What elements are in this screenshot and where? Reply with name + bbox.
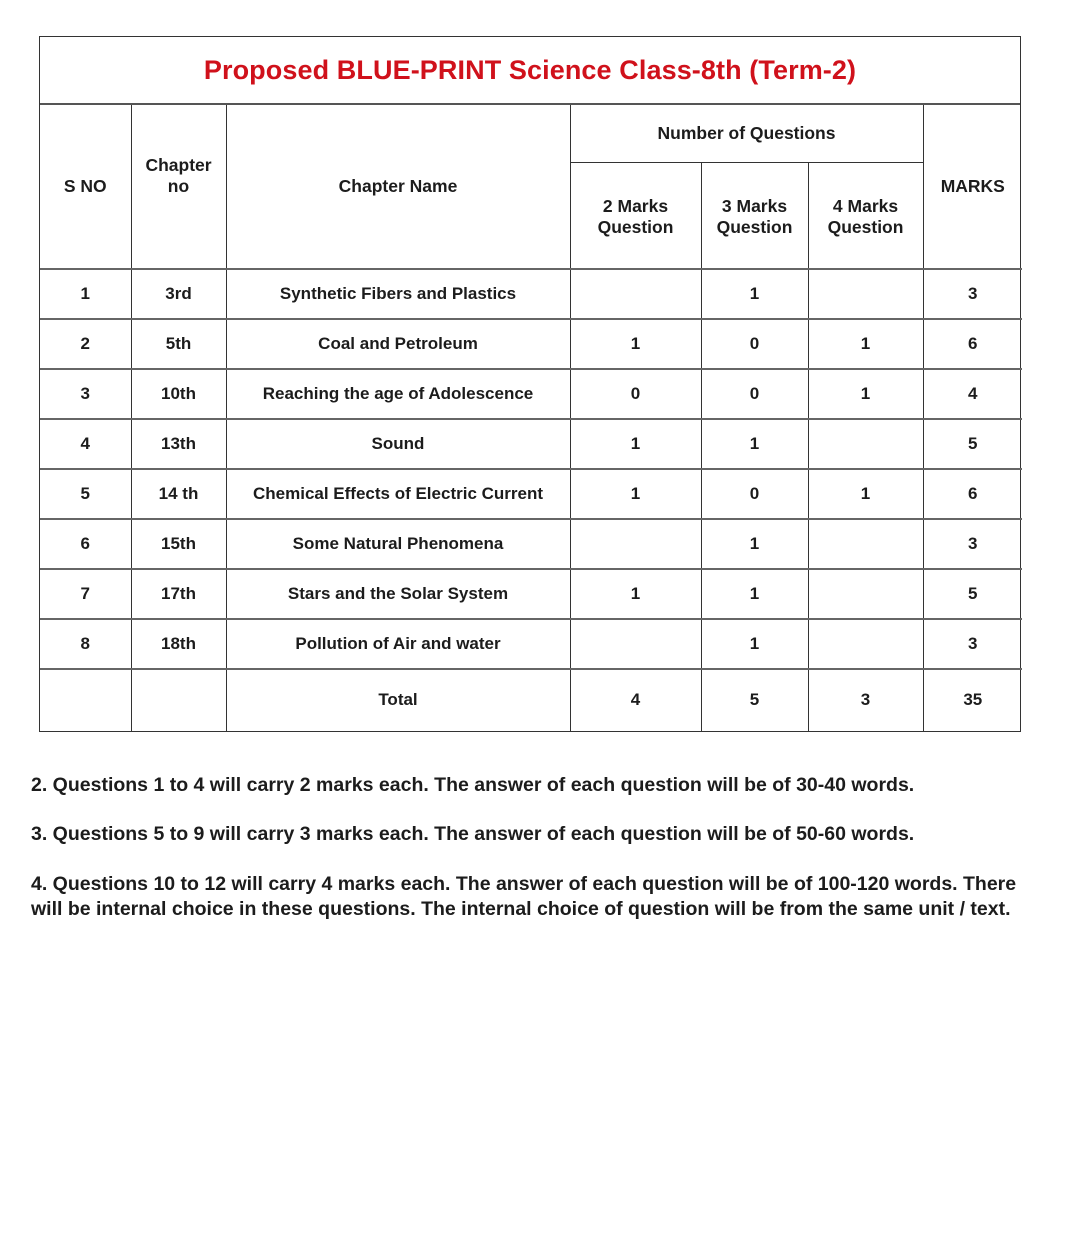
- cell-4-marks: 1: [808, 369, 923, 419]
- cell-chapter-name: Chemical Effects of Electric Current: [226, 469, 570, 519]
- cell-chapter-name: Coal and Petroleum: [226, 319, 570, 369]
- cell-4-marks: [808, 269, 923, 319]
- cell-chapter-no: 18th: [131, 619, 226, 669]
- table-row: [40, 619, 1022, 669]
- cell-marks: 3: [923, 269, 1022, 319]
- header-marks: MARKS: [923, 105, 1022, 269]
- cell-2-marks: 1: [570, 569, 701, 619]
- cell-3-marks: 0: [701, 319, 808, 369]
- cell-2-marks: [570, 619, 701, 669]
- cell-marks: 6: [923, 319, 1022, 369]
- cell-2-marks: [570, 269, 701, 319]
- total-row: [40, 669, 1022, 731]
- cell-chapter-no: 14 th: [131, 469, 226, 519]
- note-item: 4. Questions 10 to 12 will carry 4 marks each. The answer of each question will be of 100-120 words. There will be internal choice in these questions. The internal choice of question will be from the same unit / text.: [31, 872, 1017, 920]
- cell-4-marks: [808, 569, 923, 619]
- cell-chapter-name: Stars and the Solar System: [226, 569, 570, 619]
- cell-3-marks: 1: [701, 569, 808, 619]
- table-row: [40, 469, 1022, 519]
- total-2-marks: 4: [570, 669, 701, 731]
- cell-4-marks: [808, 619, 923, 669]
- cell-3-marks: 0: [701, 469, 808, 519]
- cell-marks: 5: [923, 569, 1022, 619]
- cell-2-marks: 1: [570, 319, 701, 369]
- header-row: [40, 105, 1022, 162]
- cell-chapter-name: Sound: [226, 419, 570, 469]
- total-marks: 35: [923, 669, 1022, 731]
- cell-2-marks: [570, 519, 701, 569]
- cell-chapter-no: 3rd: [131, 269, 226, 319]
- cell-chapter-no: 15th: [131, 519, 226, 569]
- cell-3-marks: 1: [701, 519, 808, 569]
- cell-3-marks: 1: [701, 269, 808, 319]
- cell-2-marks: 1: [570, 419, 701, 469]
- cell-4-marks: [808, 419, 923, 469]
- table-row: [40, 569, 1022, 619]
- table-row: [40, 419, 1022, 469]
- cell-3-marks: 1: [701, 419, 808, 469]
- cell-marks: 3: [923, 519, 1022, 569]
- header-chapter-no-label: Chapter no: [145, 154, 212, 196]
- note-item: 3. Questions 5 to 9 will carry 3 marks each. The answer of each question will be of 50-60 words.: [31, 823, 915, 846]
- cell-3-marks: 0: [701, 369, 808, 419]
- total-3-marks: 5: [701, 669, 808, 731]
- cell-marks: 4: [923, 369, 1022, 419]
- header-4-marks-label: 4 Marks Question: [827, 196, 904, 238]
- header-number-of-questions: Number of Questions: [570, 105, 923, 162]
- table-row: [40, 519, 1022, 569]
- blueprint-table: [40, 105, 1022, 731]
- cell-chapter-name: Synthetic Fibers and Plastics: [226, 269, 570, 319]
- header-sno: S NO: [40, 105, 131, 269]
- cell-sno: 5: [40, 469, 131, 519]
- cell-4-marks: [808, 519, 923, 569]
- cell-sno: 8: [40, 619, 131, 669]
- cell-sno: 4: [40, 419, 131, 469]
- cell-chapter-name: Pollution of Air and water: [226, 619, 570, 669]
- cell-chapter-no: 10th: [131, 369, 226, 419]
- table-row: [40, 319, 1022, 369]
- header-3-marks-label: 3 Marks Question: [716, 196, 793, 238]
- cell-marks: 5: [923, 419, 1022, 469]
- cell-marks: 6: [923, 469, 1022, 519]
- cell-4-marks: 1: [808, 319, 923, 369]
- cell-3-marks: 1: [701, 619, 808, 669]
- total-chapter-no: [131, 669, 226, 731]
- cell-sno: 3: [40, 369, 131, 419]
- cell-sno: 6: [40, 519, 131, 569]
- header-4-marks: [808, 162, 923, 269]
- cell-sno: 7: [40, 569, 131, 619]
- header-3-marks: [701, 162, 808, 269]
- cell-marks: 3: [923, 619, 1022, 669]
- total-4-marks: 3: [808, 669, 923, 731]
- header-2-marks-label: 2 Marks Question: [597, 196, 674, 238]
- cell-chapter-name: Some Natural Phenomena: [226, 519, 570, 569]
- cell-chapter-no: 13th: [131, 419, 226, 469]
- blueprint-sheet: [39, 36, 1021, 732]
- table-row: [40, 269, 1022, 319]
- header-chapter-no: [131, 105, 226, 269]
- header-2-marks: [570, 162, 701, 269]
- cell-2-marks: 0: [570, 369, 701, 419]
- total-sno: [40, 669, 131, 731]
- cell-sno: 1: [40, 269, 131, 319]
- cell-chapter-no: 5th: [131, 319, 226, 369]
- document-title: Proposed BLUE-PRINT Science Class-8th (Term-2): [40, 37, 1020, 105]
- table-row: [40, 369, 1022, 419]
- cell-chapter-name: Reaching the age of Adolescence: [226, 369, 570, 419]
- cell-2-marks: 1: [570, 469, 701, 519]
- cell-4-marks: 1: [808, 469, 923, 519]
- table-body: [40, 269, 1022, 731]
- header-chapter-name: Chapter Name: [226, 105, 570, 269]
- total-label: Total: [226, 669, 570, 731]
- cell-sno: 2: [40, 319, 131, 369]
- note-item: 2. Questions 1 to 4 will carry 2 marks each. The answer of each question will be of 30-40 words.: [31, 774, 915, 796]
- cell-chapter-no: 17th: [131, 569, 226, 619]
- instructions: [31, 773, 1041, 946]
